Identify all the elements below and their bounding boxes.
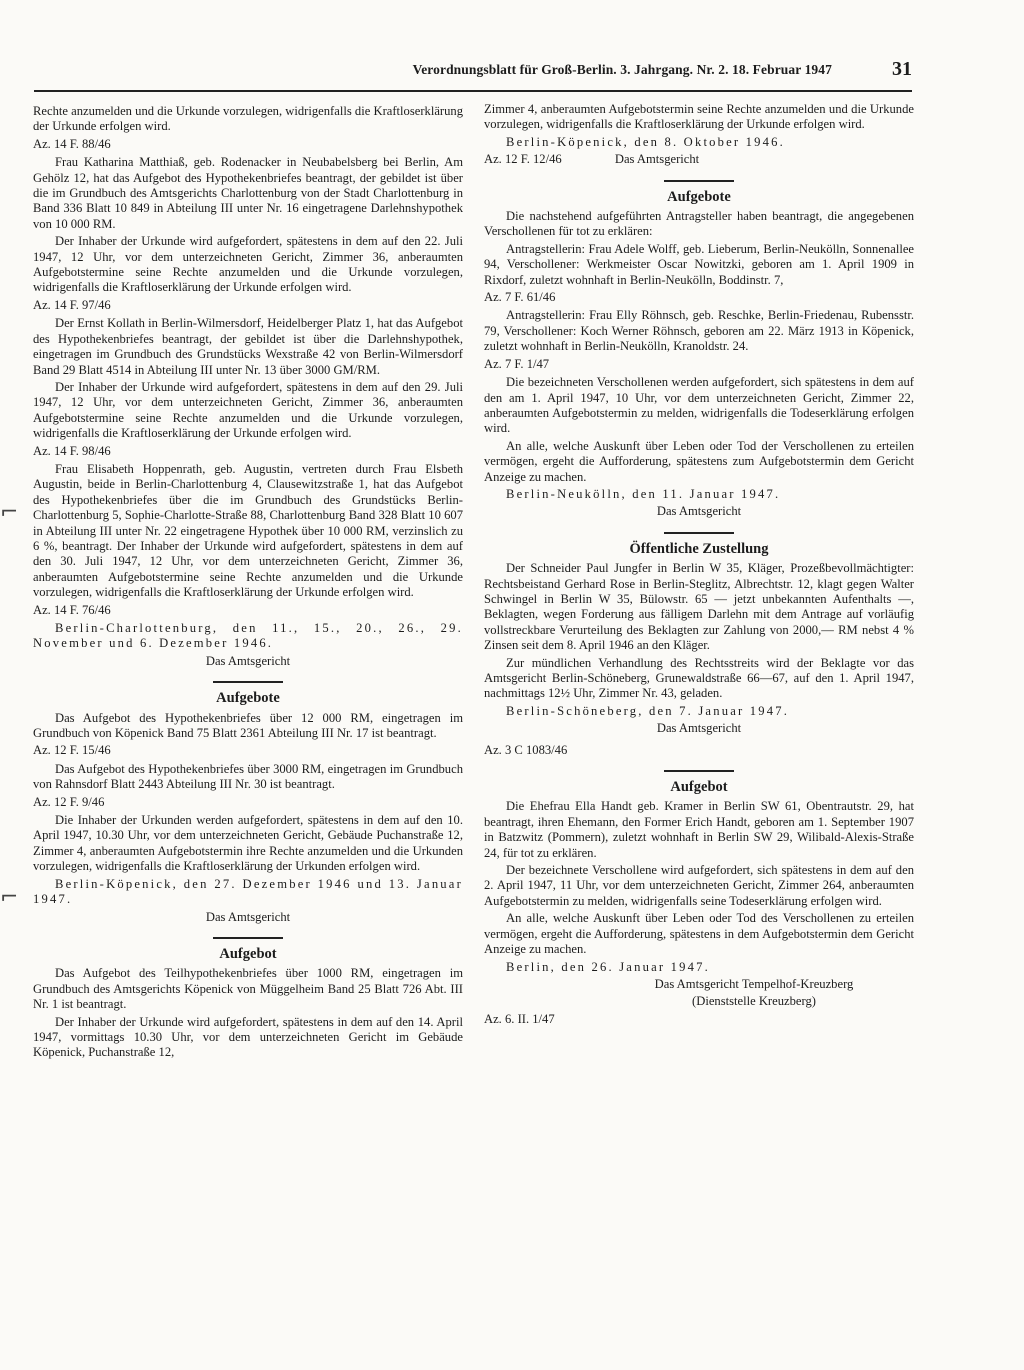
left-column xyxy=(33,104,463,1344)
signature: Das Amtsgericht xyxy=(205,909,291,924)
paragraph: Der Inhaber der Urkunde wird aufgefordert, spätestens in dem auf den 29. Juli 1947, 12 Uhr, vor dem unterzeichneten Gericht, Zimmer 36, anberaumten Aufgebotstermine seine Rechte anzumelden und die Urkunde vorzulegen, widrigenfalls die Kraftloserklärung der Urkunde erfolgen wird. xyxy=(33,379,463,441)
margin-mark: ⌐ xyxy=(0,500,19,525)
file-reference: Az. 14 F. 88/46 xyxy=(33,136,111,151)
paragraph: Antragstellerin: Frau Adele Wolff, geb. Lieberum, Berlin-Neukölln, Sonnenallee 94, Verschollener: Werkmeister Oscar Nowitzki, geboren am 1. April 1909 in Rixdorf, zuletzt wohnhaft in Berlin-Neukölln, Boddinstr. 7, xyxy=(484,241,914,287)
place-date: Berlin, den 26. Januar 1947. xyxy=(506,959,710,974)
file-reference: Az. 14 F. 97/46 xyxy=(33,297,111,312)
signature: Das Amtsgericht xyxy=(656,504,742,519)
margin-mark: ⌐ xyxy=(0,885,19,910)
section-heading: Öffentliche Zustellung xyxy=(629,540,769,557)
paragraph: An alle, welche Auskunft über Leben oder Tod des Verschollenen zu erteilen vermögen, ergeht die Aufforderung, spätestens in dem Aufgebotstermin dem Gericht Anzeige zu machen. xyxy=(484,911,914,957)
place-date: Berlin-Neukölln, den 11. Januar 1947. xyxy=(506,486,781,501)
section-divider xyxy=(213,937,283,939)
file-reference: Az. 7 F. 1/47 xyxy=(484,356,550,371)
paragraph: Die Ehefrau Ella Handt geb. Kramer in Berlin SW 61, Obentrautstr. 29, hat beantragt, ihren Ehemann, den Former Erich Handt, geboren am 1. September 1907 in Batzwitz (Pommern), zuletzt wohnhaft in Berlin SW 29, Wilibald-Alexis-Straße 24, für tot zu erklären. xyxy=(484,799,914,860)
paragraph: Zimmer 4, anberaumten Aufgebotstermin seine Rechte anzumelden und die Urkunde vorzulegen, widrigenfalls die Kraftloserklärung der Urkunde erfolgen wird. xyxy=(484,102,914,132)
file-reference: Az. 6. II. 1/47 xyxy=(484,1011,555,1026)
paragraph: Der Inhaber der Urkunde wird aufgefordert, spätestens in dem auf den 22. Juli 1947, 12 Uhr, vor dem unterzeichneten Gericht, Zimmer 36, anberaumten Aufgebotstermine seine Rechte anzumelden und die Urkunde vorzulegen, widrigenfalls die Kraftloserklärung der Urkunde erfolgen wird. xyxy=(33,234,463,295)
paragraph: Der Ernst Kollath in Berlin-Wilmersdorf, Heidelberger Platz 1, hat das Aufgebot des Hypothekenbriefes beantragt, der gebildet ist über die Darlehnshypothek, eingetragen im Grundbuch des Grundstücks Wexstraße 42 von Berlin-Wilmersdorf Band 29 Blatt 4514 in Abteilung III unter Nr. 13 über 3000 GM/RM. xyxy=(33,316,463,377)
file-reference: Az. 3 C 1083/46 xyxy=(484,742,568,757)
paragraph: Rechte anzumelden und die Urkunde vorzulegen, widrigenfalls die Kraftloserklärung der Urkunde erfolgen wird. xyxy=(33,104,463,134)
place-date: Berlin-Schöneberg, den 7. Januar 1947. xyxy=(506,703,790,718)
section-divider xyxy=(664,180,734,182)
section-heading: Aufgebote xyxy=(216,690,280,707)
paragraph: An alle, welche Auskunft über Leben oder Tod der Verschollenen zu erteilen vermögen, ergeht die Aufforderung, spätestens zum Aufgebotstermin dem Gericht Anzeige zu machen. xyxy=(484,438,914,484)
paragraph: Die bezeichneten Verschollenen werden aufgefordert, sich spätestens in dem auf den am 1. April 1947, 10 Uhr, vor dem unterzeichneten Gericht, Zimmer 22, anberaumten Aufgebotstermin zu melden, widrigenfalls die Todeserklärung erfolgen wird. xyxy=(484,375,914,436)
signature: Das Amtsgericht xyxy=(205,653,291,668)
signature: Das Amtsgericht xyxy=(614,152,700,167)
paragraph: Antragstellerin: Frau Elly Röhnsch, geb. Reschke, Berlin-Friedenau, Rubensstr. 79, Verschollener: Koch Werner Röhnsch, geboren am 22. März 1913 in Köpenick, zuletzt wohnhaft in Berlin-Neukölln, Kranoldstr. 24. xyxy=(484,308,914,354)
file-reference: Az. 14 F. 76/46 xyxy=(33,602,111,617)
section-divider xyxy=(664,770,734,772)
section-heading: Aufgebot xyxy=(670,779,728,796)
publication-title: Verordnungsblatt für Groß-Berlin. 3. Jahrgang. Nr. 2. 18. Februar 1947 xyxy=(412,62,832,77)
place-date: Berlin-Köpenick, den 8. Oktober 1946. xyxy=(506,134,786,149)
paragraph: Der Schneider Paul Jungfer in Berlin W 35, Kläger, Prozeßbevollmächtigter: Rechtsbeistand Gerhard Rose in Berlin-Steglitz, Albrechtstr. 12, klagt gegen Walter Schwingel in Berlin W 35, Bülowstr. 65 — jetzt unbekannten Aufenthalts —, Beklagten, wegen Forderung aus fälligem Darlehn mit dem Antrage auf vorläufig vollstreckbare Verurteilung des Beklagten zur Zahlung von 2000,— RM nebst 4 % Zinsen seit dem 8. April 1946 an den Kläger. xyxy=(484,561,914,653)
section-heading: Aufgebote xyxy=(667,188,731,205)
signature-subtitle: (Dienststelle Kreuzberg) xyxy=(692,994,816,1009)
paragraph: Die Inhaber der Urkunden werden aufgefordert, spätestens in dem auf den 10. April 1947, 10.30 Uhr, vor dem unterzeichneten Gericht, Gebäude Puchanstraße 12, Zimmer 4, anberaumten Aufgebotstermin ihre Rechte anzumelden und die Urkunden vorzulegen, widrigenfalls die Kraftloserklärung der Urkunden erfolgen wird. xyxy=(33,813,463,874)
place-date: Berlin-Charlottenburg, den 11., 15., 20., 26., 29. November und 6. Dezember 1946. xyxy=(33,621,463,651)
signature: Das Amtsgericht xyxy=(656,721,742,736)
file-reference: Az. 12 F. 9/46 xyxy=(33,794,105,809)
signature: Das Amtsgericht Tempelhof-Kreuzberg xyxy=(654,976,854,991)
paragraph: Frau Elisabeth Hoppenrath, geb. Augustin, vertreten durch Frau Elsbeth Augustin, beide in Berlin-Charlottenburg 4, Clausewitzstraße 1, hat das Aufgebot des Hypothekenbriefes über die im Grundbuch des Grundstücks Berlin-Charlottenburg 5, Sophie-Charlotte-Straße 88, Charlottenburg Band 328 Blatt 10 607 in Abteilung III unter Nr. 22 eingetragene Hypothek über 10 000 RM, verzinslich zu 6 %, beantragt. Der Inhaber der Urkunde wird aufgefordert, spätestens in dem auf den 30. Juli 1947, 12 Uhr, vor dem unterzeichneten Gericht, Zimmer 36, anberaumten Aufgebotstermine seine Rechte anzumelden und die Urkunde vorzulegen, widrigenfalls die Kraftloserklärung der Urkunde erfolgen wird. xyxy=(33,461,463,600)
paragraph: Das Aufgebot des Hypothekenbriefes über 12 000 RM, eingetragen im Grundbuch von Köpenick Band 75 Blatt 2361 Abteilung III Nr. 17 ist beantragt. xyxy=(33,710,463,741)
page-number: 31 xyxy=(892,58,912,80)
paragraph: Zur mündlichen Verhandlung des Rechtsstreits wird der Beklagte vor das Amtsgericht Berlin-Schöneberg, Grunewaldstraße 66—67, auf den 1. April 1947, nachmittags 12½ Uhr, Zimmer Nr. 43, geladen. xyxy=(484,655,914,701)
paragraph: Frau Katharina Matthiaß, geb. Rodenacker in Neubabelsberg bei Berlin, Am Gehölz 12, hat das Aufgebot des Hypothekenbriefes beantragt, der gebildet ist über die im Grundbuch des Amtsgerichts Charlottenburg von der Stadt Charlottenburg in Band 336 Blatt 10 849 in Abteilung III unter Nr. 16 eingetragene Darlehnshypothek von 10 000 RM. xyxy=(33,155,463,231)
paragraph: Der bezeichnete Verschollene wird aufgefordert, sich spätestens in dem auf den 2. April 1947, 11 Uhr, vor dem unterzeichneten Gericht, Zimmer 264, anberaumten Aufgebotstermin zu melden, widrigenfalls seine Todeserklärung erfolgen wird. xyxy=(484,863,914,908)
paragraph: Die nachstehend aufgeführten Antragsteller haben beantragt, die angegebenen Verschollenen für tot zu erklären: xyxy=(484,209,914,239)
section-heading: Aufgebot xyxy=(219,945,277,962)
paragraph: Das Aufgebot des Teilhypothekenbriefes über 1000 RM, eingetragen im Grundbuch des Amtsgerichts Köpenick von Müggelheim Band 25 Blatt 726 Abt. III Nr. 1 ist beantragt. xyxy=(33,966,463,1012)
right-column xyxy=(484,102,914,1342)
file-reference: Az. 7 F. 61/46 xyxy=(484,290,556,305)
section-divider xyxy=(213,681,283,683)
file-reference xyxy=(484,152,914,167)
page-header xyxy=(34,52,912,92)
file-reference-number: Az. 12 F. 12/46 xyxy=(484,152,562,167)
paragraph: Der Inhaber der Urkunde wird aufgefordert, spätestens in dem auf den 14. April 1947, vormittags 10.30 Uhr, vor dem unterzeichneten Gericht im Gebäude Köpenick, Puchanstraße 12, xyxy=(33,1014,463,1060)
place-date: Berlin-Köpenick, den 27. Dezember 1946 und 13. Januar 1947. xyxy=(33,876,463,907)
section-divider xyxy=(664,532,734,534)
paragraph: Das Aufgebot des Hypothekenbriefes über 3000 RM, eingetragen im Grundbuch von Rahnsdorf Blatt 2443 Abteilung III Nr. 30 ist beantragt. xyxy=(33,761,463,792)
file-reference: Az. 12 F. 15/46 xyxy=(33,743,111,758)
file-reference: Az. 14 F. 98/46 xyxy=(33,443,111,458)
